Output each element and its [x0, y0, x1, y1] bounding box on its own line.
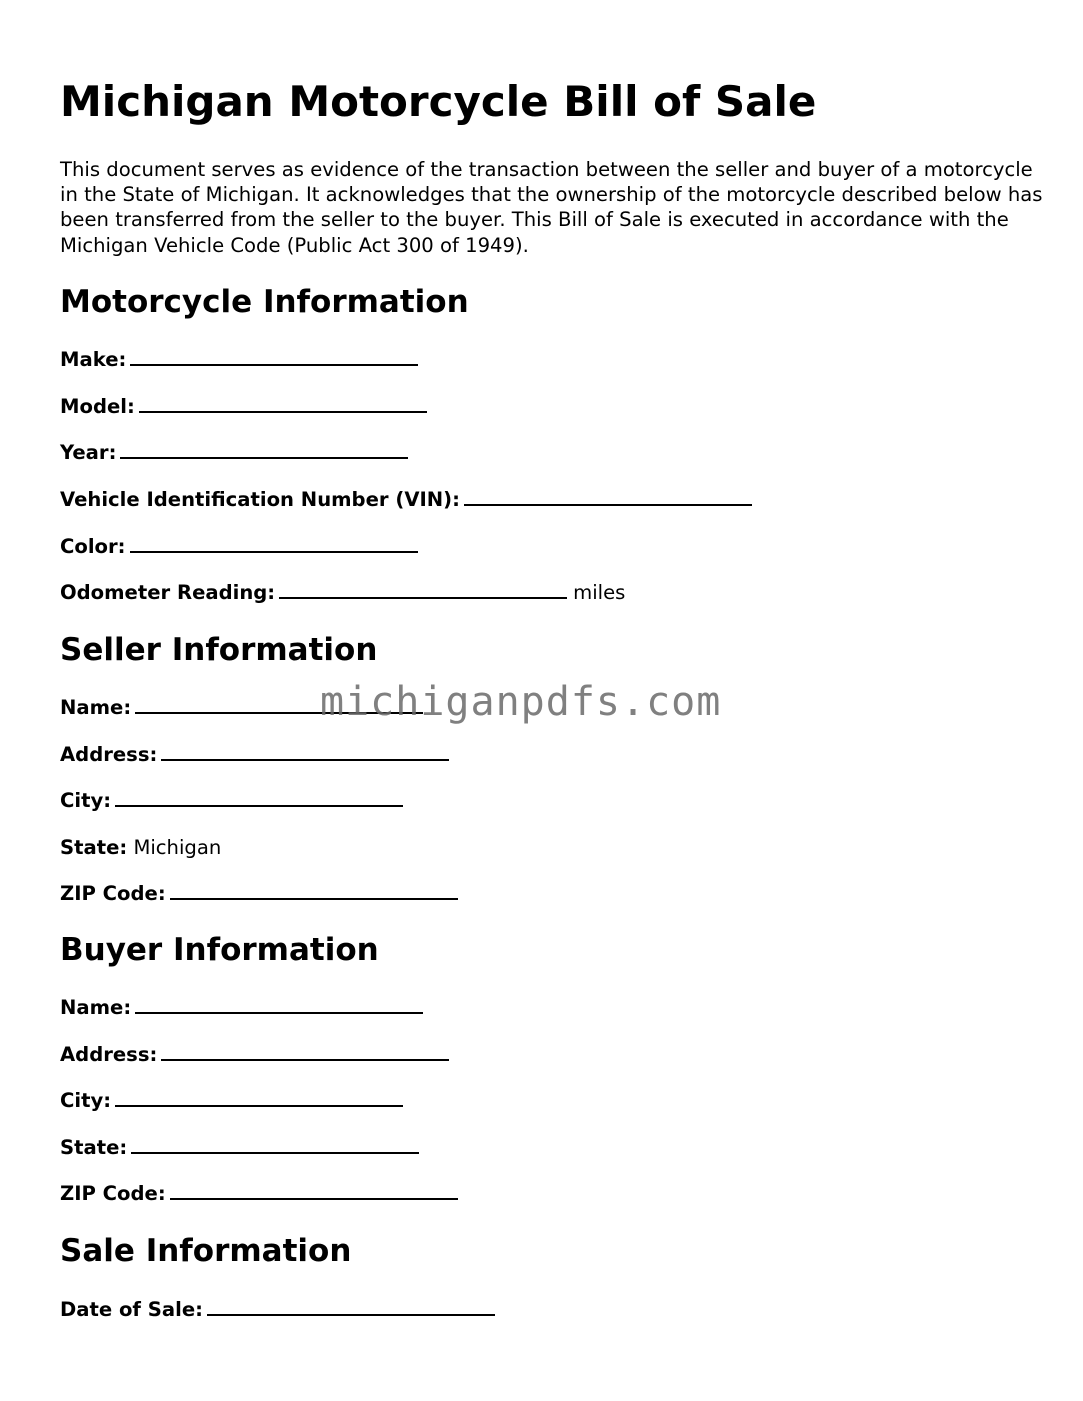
- buyer-city-label: City:: [60, 1089, 112, 1112]
- buyer-zip-blank[interactable]: [170, 1198, 458, 1200]
- color-field: [60, 534, 418, 560]
- buyer-name-label: Name:: [60, 996, 132, 1019]
- buyer-name-field: [60, 995, 423, 1021]
- odometer-blank[interactable]: [279, 597, 567, 599]
- seller-information-heading: Seller Information: [60, 632, 378, 668]
- seller-zip-label: ZIP Code:: [60, 882, 166, 905]
- buyer-zip-field: [60, 1181, 458, 1207]
- model-field: [60, 394, 427, 420]
- vin-label: Vehicle Identification Number (VIN):: [60, 488, 460, 511]
- buyer-city-blank[interactable]: [115, 1105, 403, 1107]
- seller-city-label: City:: [60, 789, 112, 812]
- buyer-state-label: State:: [60, 1136, 128, 1159]
- color-blank[interactable]: [130, 551, 418, 553]
- odometer-unit: miles: [573, 581, 626, 604]
- motorcycle-information-heading: Motorcycle Information: [60, 284, 469, 320]
- date-of-sale-label: Date of Sale:: [60, 1298, 203, 1321]
- make-label: Make:: [60, 348, 127, 371]
- buyer-address-blank[interactable]: [161, 1059, 449, 1061]
- color-label: Color:: [60, 535, 126, 558]
- seller-address-label: Address:: [60, 743, 158, 766]
- model-blank[interactable]: [139, 411, 427, 413]
- seller-city-field: [60, 788, 403, 814]
- seller-name-label: Name:: [60, 696, 132, 719]
- seller-state-field: [60, 835, 221, 861]
- model-label: Model:: [60, 395, 135, 418]
- seller-address-blank[interactable]: [161, 759, 449, 761]
- document-title: Michigan Motorcycle Bill of Sale: [60, 77, 817, 126]
- watermark-text: michiganpdfs.com: [320, 679, 722, 725]
- make-blank[interactable]: [130, 364, 418, 366]
- seller-state-value: Michigan: [133, 836, 222, 859]
- date-of-sale-field: [60, 1297, 495, 1323]
- seller-zip-field: [60, 881, 458, 907]
- buyer-address-field: [60, 1042, 449, 1068]
- seller-zip-blank[interactable]: [170, 898, 458, 900]
- seller-address-field: [60, 742, 449, 768]
- buyer-address-label: Address:: [60, 1043, 158, 1066]
- make-field: [60, 347, 418, 373]
- year-blank[interactable]: [120, 457, 408, 459]
- buyer-state-blank[interactable]: [131, 1152, 419, 1154]
- odometer-label: Odometer Reading:: [60, 581, 276, 604]
- buyer-city-field: [60, 1088, 403, 1114]
- odometer-field: [60, 580, 625, 606]
- vin-blank[interactable]: [464, 504, 752, 506]
- seller-state-label: State:: [60, 836, 128, 859]
- buyer-zip-label: ZIP Code:: [60, 1182, 166, 1205]
- buyer-name-blank[interactable]: [135, 1012, 423, 1014]
- intro-paragraph: This document serves as evidence of the transaction between the seller and buyer of a motorcycle in the State of Michigan. It acknowledges that the ownership of the motorcycle described below has been transferred from the seller to the buyer. This Bill of Sale is executed in accordance with the Michigan Vehicle Code (Public Act 300 of 1949).: [60, 158, 1043, 257]
- buyer-information-heading: Buyer Information: [60, 932, 379, 968]
- vin-field: [60, 487, 752, 513]
- date-of-sale-blank[interactable]: [207, 1314, 495, 1316]
- year-label: Year:: [60, 441, 117, 464]
- seller-city-blank[interactable]: [115, 805, 403, 807]
- year-field: [60, 440, 408, 466]
- sale-information-heading: Sale Information: [60, 1233, 352, 1269]
- buyer-state-field: [60, 1135, 419, 1161]
